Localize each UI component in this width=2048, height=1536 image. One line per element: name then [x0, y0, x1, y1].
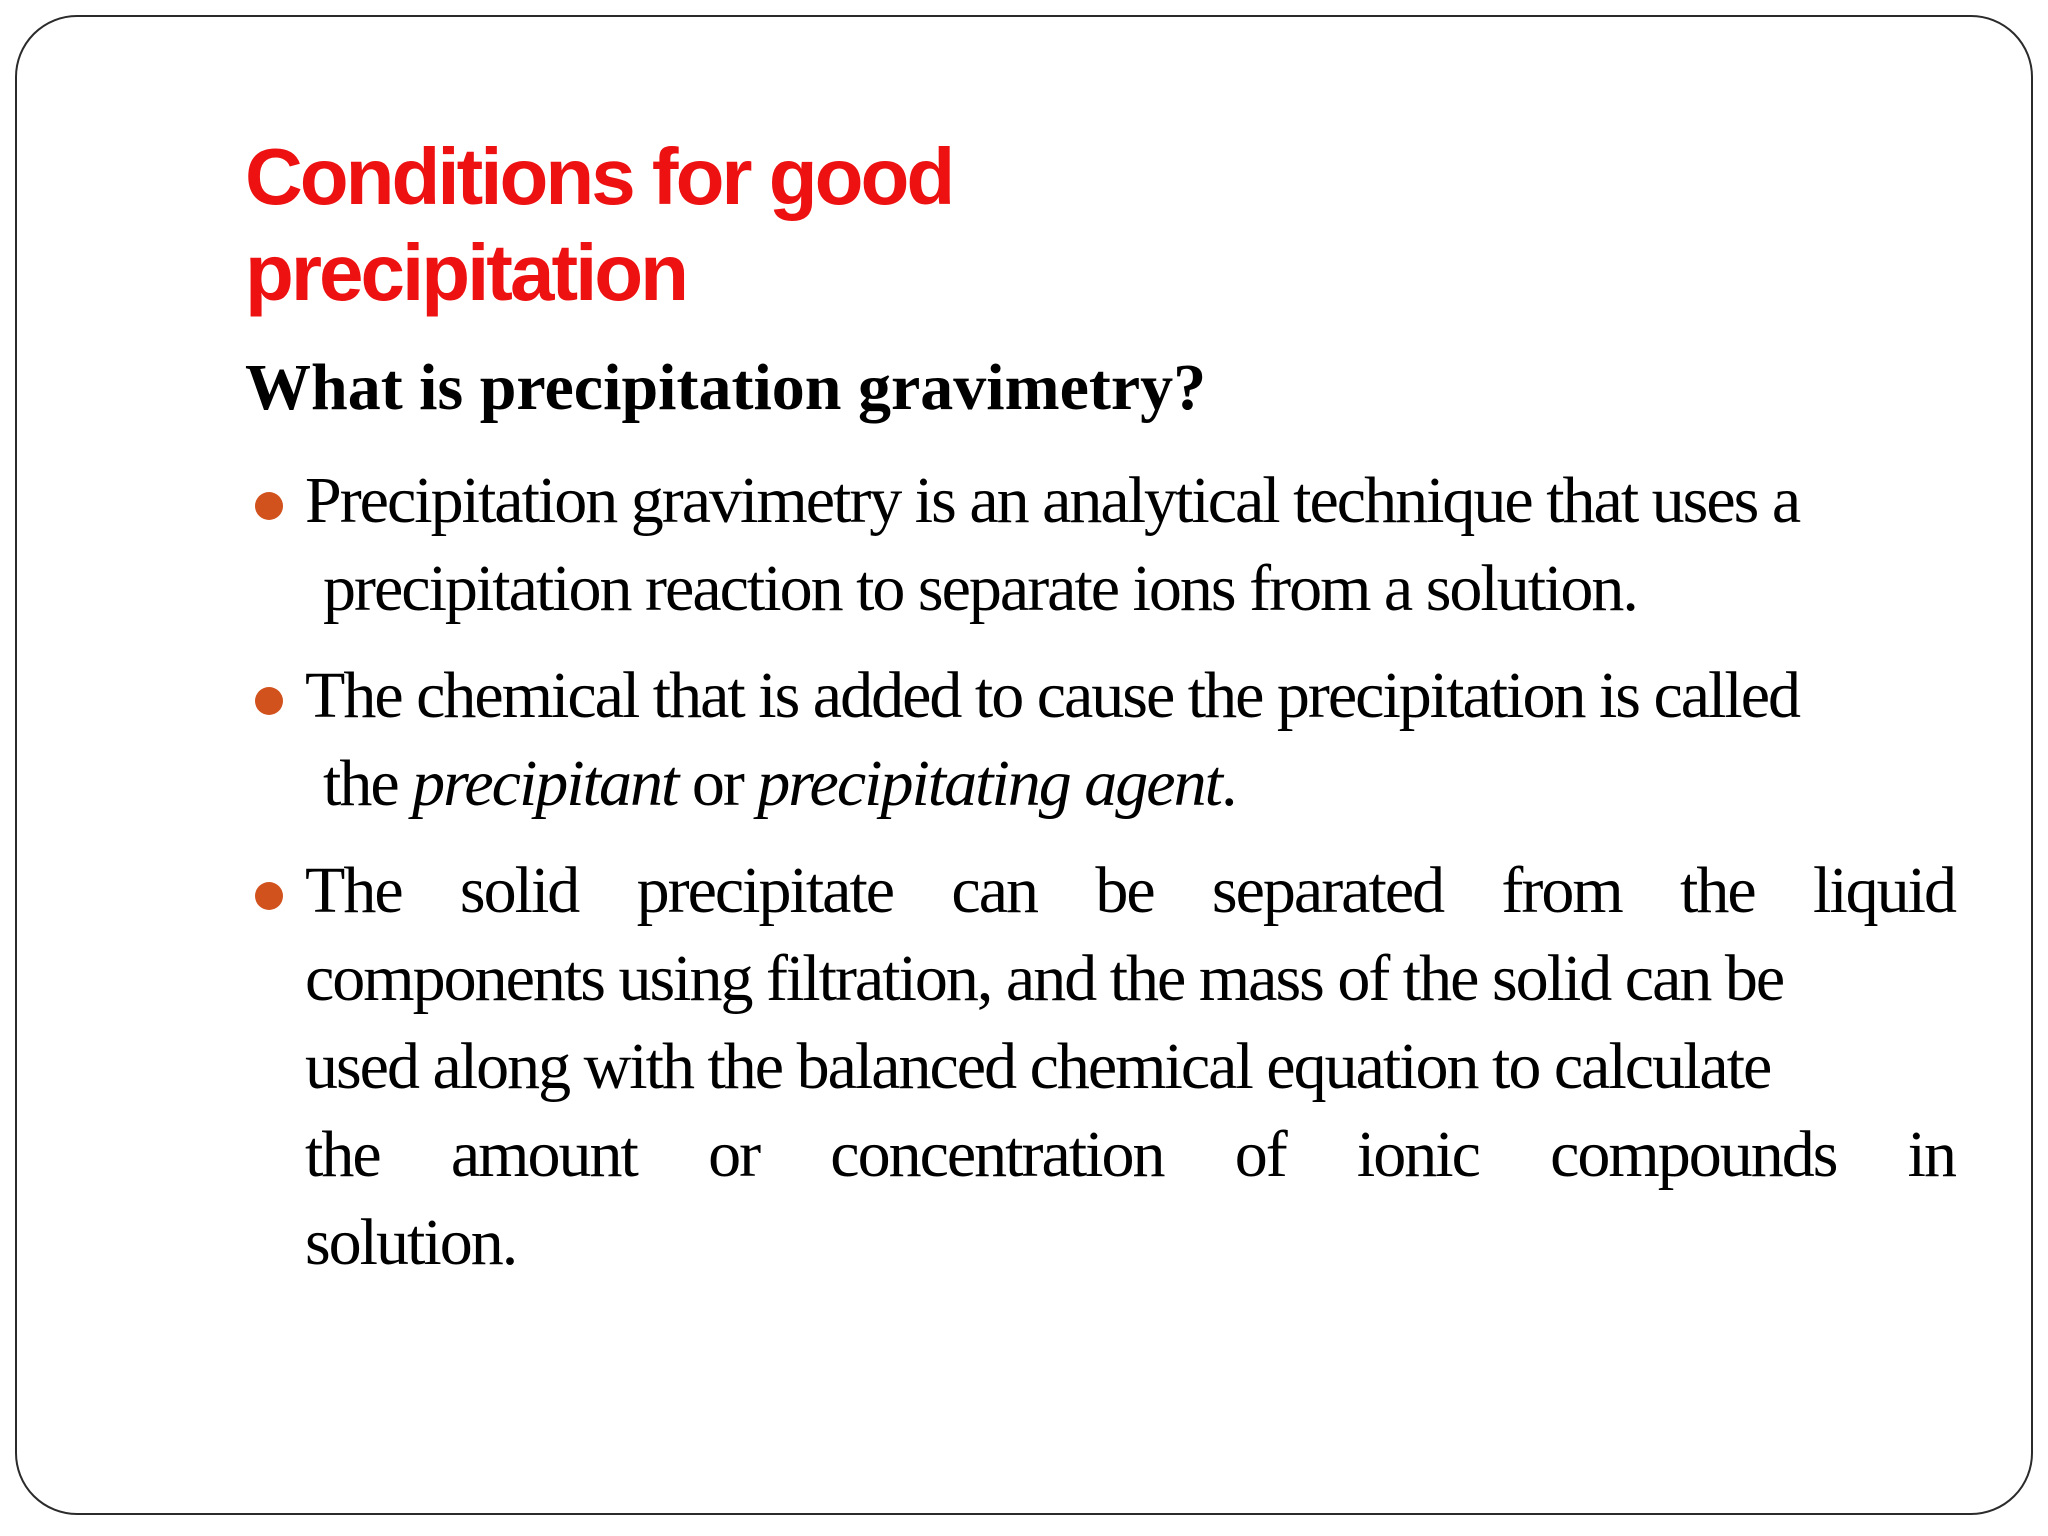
bullet-text-period: .	[1220, 747, 1236, 820]
term-precipitant: precipitant	[412, 747, 678, 820]
slide-title-line: precipitation	[245, 228, 687, 317]
bullet-text-line: the amount or concentration of ionic compounds in	[305, 1118, 1955, 1191]
slide-subtitle: What is precipitation gravimetry?	[245, 351, 1207, 424]
bullet-text-line: Precipitation gravimetry is an analytical technique that uses a	[305, 464, 1800, 537]
bullet-item	[305, 457, 1955, 633]
bullet-text-line: The solid precipitate can be separated from the liquid	[305, 854, 1955, 927]
bullet-text-connector: or	[677, 747, 758, 820]
bullet-dot-icon	[255, 687, 283, 715]
slide-frame	[15, 15, 2033, 1515]
bullet-text-line: solution.	[305, 1206, 517, 1279]
slide-title-line: Conditions for good	[245, 132, 953, 221]
bullet-text-line: used along with the balanced chemical equation to calculate	[305, 1030, 1771, 1103]
bullet-item	[305, 847, 1955, 1287]
bullet-dot-icon	[255, 882, 283, 910]
bullet-dot-icon	[255, 492, 283, 520]
bullet-text-line: precipitation reaction to separate ions from a solution.	[323, 552, 1637, 625]
bullet-text-line	[305, 740, 1955, 828]
bullet-item	[305, 652, 1955, 828]
slide-title	[245, 129, 1145, 321]
bullet-text-line: components using filtration, and the mass of the solid can be	[305, 942, 1784, 1015]
bullet-text-line: The chemical that is added to cause the precipitation is called	[305, 659, 1800, 732]
bullet-text-prefix: the	[323, 747, 413, 820]
term-precipitating-agent: precipitating agent	[757, 747, 1221, 820]
